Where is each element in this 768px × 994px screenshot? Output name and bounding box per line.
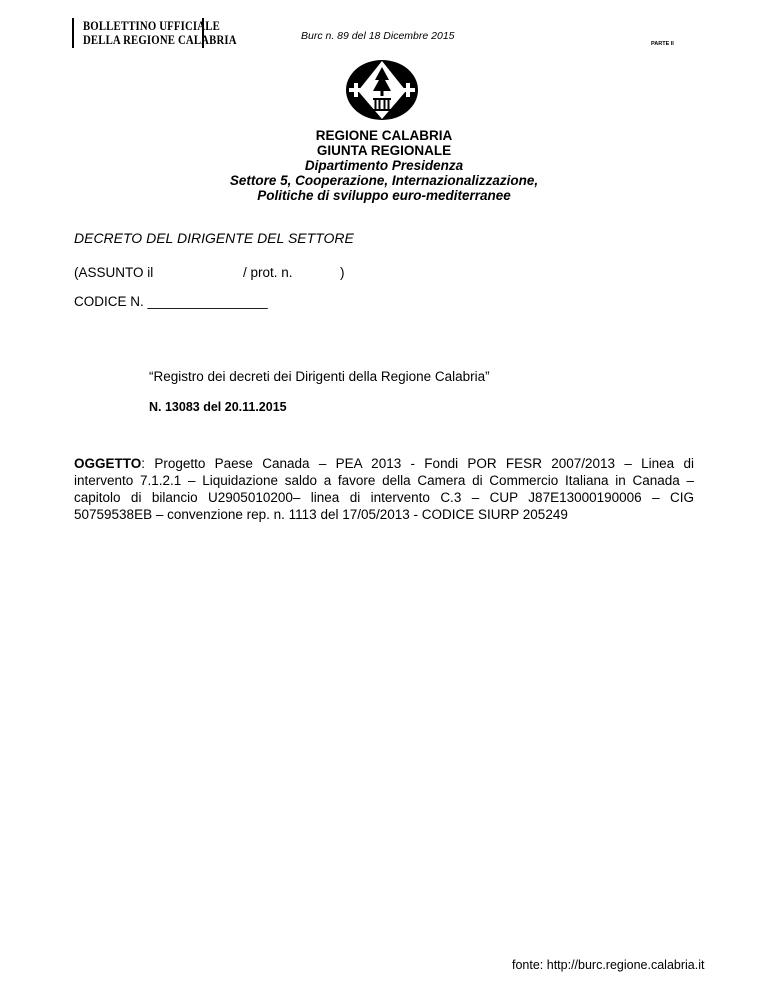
oggetto-paragraph <box>74 455 694 523</box>
oggetto-line-3: capitolo di bilancio U2905010200– linea di intervento C.3 – CUP J87E13000190006 – CIG <box>74 490 694 505</box>
source-footer: fonte: http://burc.regione.calabria.it <box>512 958 705 972</box>
oggetto-text-1: : Progetto Paese Canada – PEA 2013 - Fondi POR FESR 2007/2013 – Linea di <box>141 456 694 471</box>
decree-number: N. 13083 del 20.11.2015 <box>149 400 287 414</box>
header-regione: REGIONE CALABRIA <box>315 128 453 143</box>
registro-title: “Registro dei decreti dei Dirigenti della Regione Calabria” <box>149 369 490 384</box>
codice-field: CODICE N. ________________ <box>74 294 268 309</box>
bollettino-masthead <box>72 18 237 48</box>
coat-of-arms-icon <box>344 58 420 122</box>
oggetto-line-2: intervento 7.1.2.1 – Liquidazione saldo a favore della Camera di Commercio Italiana in Canada – <box>74 473 694 488</box>
header-dipartimento: Dipartimento Presidenza <box>304 158 464 173</box>
assunto-label: (ASSUNTO il <box>74 265 154 280</box>
decree-title: DECRETO DEL DIRIGENTE DEL SETTORE <box>74 230 354 246</box>
assunto-close: ) <box>340 265 345 280</box>
oggetto-line-1 <box>74 455 694 472</box>
oggetto-label: OGGETTO <box>74 456 142 471</box>
header-settore: Settore 5, Cooperazione, Internazionalizzazione, <box>229 173 539 188</box>
prot-label: / prot. n. <box>243 265 293 280</box>
masthead-line-1: BOLLETTINO UFFICIALE <box>82 19 220 33</box>
header-giunta: GIUNTA REGIONALE <box>316 143 452 158</box>
oggetto-line-4: 50759538EB – convenzione rep. n. 1113 del 17/05/2013 - CODICE SIURP 205249 <box>74 507 568 522</box>
masthead-line-2: DELLA REGIONE CALABRIA <box>82 33 237 47</box>
header-politiche: Politiche di sviluppo euro-mediterranee <box>257 188 511 203</box>
parte-label: PARTE II <box>651 41 674 47</box>
issue-reference: Burc n. 89 del 18 Dicembre 2015 <box>301 30 455 42</box>
